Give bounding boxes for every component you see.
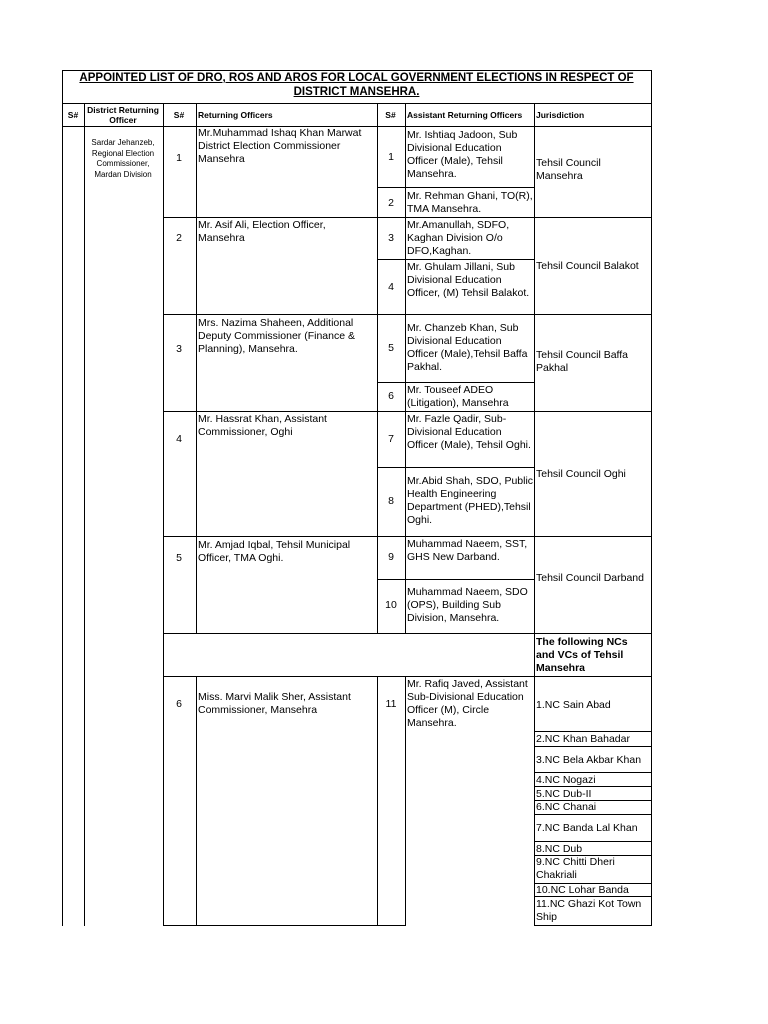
nc-item: 9.NC Chitti Dheri Chakriali <box>536 856 615 881</box>
aro-number: 6 <box>388 390 394 402</box>
returning-officer-name: Mr. Amjad Iqbal, Tehsil Municipal Officer, TMA Oghi. <box>198 539 351 564</box>
aro-name: Mr.Abid Shah, SDO, Public Health Engineering Department (PHED),Tehsil Oghi. <box>407 475 534 526</box>
nc-item: 6.NC Chanai <box>536 801 597 813</box>
aro-number: 11 <box>385 698 397 710</box>
jurisdiction: Tehsil Council Mansehra <box>536 157 601 182</box>
district-returning-officer: Sardar Jehanzeb, Regional Election Commissioner, Mardan Division <box>91 138 155 179</box>
nc-item: 2.NC Khan Bahadar <box>536 733 630 745</box>
ro-number: 3 <box>176 343 182 355</box>
aro-number: 3 <box>388 232 394 244</box>
nc-item: 1.NC Sain Abad <box>536 699 611 711</box>
header-dro: District Returning Officer <box>87 105 159 125</box>
nc-item: 4.NC Nogazi <box>536 774 596 786</box>
jurisdiction: Tehsil Council Oghi <box>536 468 626 480</box>
aro-name: Muhammad Naeem, SST, GHS New Darband. <box>407 538 528 563</box>
aro-number: 7 <box>388 433 394 445</box>
aro-name: Muhammad Naeem, SDO (OPS), Building Sub Division, Mansehra. <box>407 586 528 624</box>
header-jurisdiction: Jurisdiction <box>536 110 585 120</box>
aro-number: 4 <box>388 281 394 293</box>
returning-officer-name: Mr.Muhammad Ishaq Khan Marwat District Election Commissioner Mansehra <box>198 127 362 165</box>
returning-officer-name: Mr. Hassrat Khan, Assistant Commissioner, Oghi <box>198 413 327 438</box>
returning-officer-name: Mr. Asif Ali, Election Officer, Mansehra <box>198 219 326 244</box>
jurisdiction: Tehsil Council Baffa Pakhal <box>536 349 629 374</box>
ro-number: 6 <box>176 698 182 710</box>
header-sno-ro: S# <box>173 110 185 120</box>
aro-name: Mr. Ishtiaq Jadoon, Sub Divisional Education Officer (Male), Tehsil Mansehra. <box>407 129 518 180</box>
aro-number: 9 <box>388 551 394 563</box>
returning-officer-name: Mrs. Nazima Shaheen, Additional Deputy Commissioner (Finance & Planning), Mansehra. <box>198 317 355 355</box>
nc-item: 10.NC Lohar Banda <box>536 884 629 896</box>
aro-number: 10 <box>385 599 397 611</box>
aro-number: 1 <box>388 151 394 163</box>
nc-item: 11.NC Ghazi Kot Town Ship <box>536 898 642 923</box>
aro-number: 8 <box>388 495 394 507</box>
ro-number: 1 <box>176 152 182 164</box>
header-returning-officers: Returning Officers <box>198 110 273 120</box>
aro-name: Mr. Rehman Ghani, TO(R), TMA Mansehra. <box>407 190 533 215</box>
returning-officer-name: Miss. Marvi Malik Sher, Assistant Commissioner, Mansehra <box>198 691 351 716</box>
aro-name: Mr. Fazle Qadir, Sub-Divisional Education Officer (Male), Tehsil Oghi. <box>407 413 531 451</box>
ro-number: 4 <box>176 433 182 445</box>
nc-item: 3.NC Bela Akbar Khan <box>536 754 642 766</box>
aro-number: 2 <box>388 197 394 209</box>
jurisdiction: Tehsil Council Balakot <box>536 260 639 272</box>
nc-item: 7.NC Banda Lal Khan <box>536 822 638 834</box>
ro-number: 2 <box>176 232 182 244</box>
header-sno-aro: S# <box>385 110 396 120</box>
jurisdiction: Tehsil Council Darband <box>536 572 644 584</box>
aro-name: Mr. Rafiq Javed, Assistant Sub-Divisional Education Officer (M), Circle Mansehra. <box>407 678 528 729</box>
document-title: APPOINTED LIST OF DRO, ROS AND AROS FOR LOCAL GOVERNMENT ELECTIONS IN RESPECT OF DISTRICT MANSEHRA. <box>79 72 634 98</box>
header-assistant-returning-officers: Assistant Returning Officers <box>407 110 523 120</box>
aro-name: Mr. Ghulam Jillani, Sub Divisional Education Officer, (M) Tehsil Balakot. <box>407 261 530 299</box>
ro-number: 5 <box>176 552 182 564</box>
aro-name: Mr. Touseef ADEO (Litigation), Mansehra <box>407 384 509 409</box>
aro-name: Mr.Amanullah, SDFO, Kaghan Division O/o DFO,Kaghan. <box>407 219 510 257</box>
nc-item: 8.NC Dub <box>536 843 583 855</box>
aro-number: 5 <box>388 342 394 354</box>
nc-item: 5.NC Dub-II <box>536 788 592 800</box>
aro-name: Mr. Chanzeb Khan, Sub Divisional Education Officer (Male),Tehsil Baffa Pakhal. <box>407 322 528 373</box>
nc-header: The following NCs and VCs of Tehsil Mansehra <box>536 636 628 674</box>
header-sno: S# <box>67 110 79 120</box>
